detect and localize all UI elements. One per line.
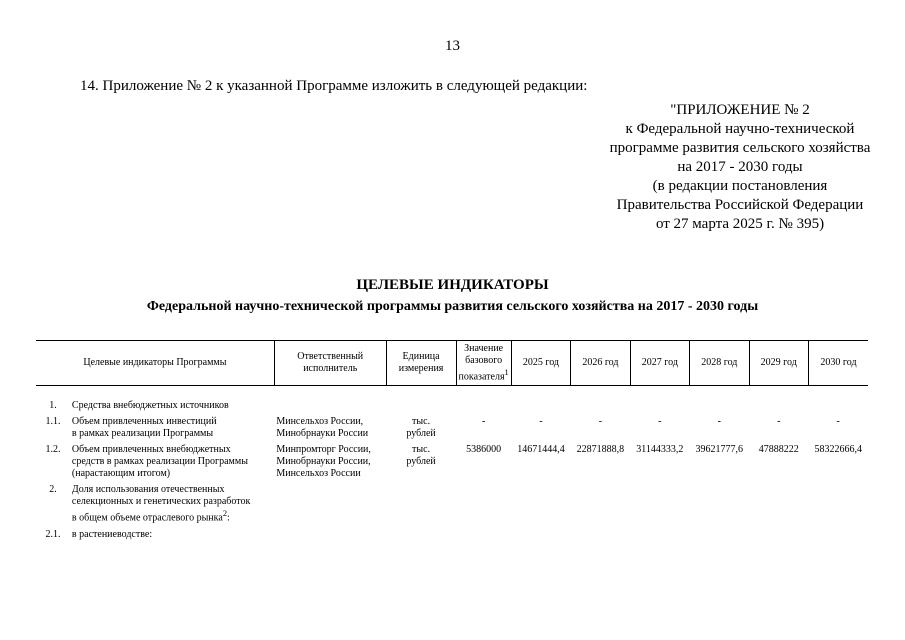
- base-value: 5386000: [466, 444, 502, 456]
- year-value: [511, 527, 570, 543]
- header-base-value: [456, 341, 511, 386]
- responsible-line: Минобрнауки России: [276, 428, 369, 440]
- year-value: [690, 527, 749, 543]
- indicators-table: [36, 340, 868, 543]
- footnote-marker: 2: [222, 509, 227, 519]
- indicator-name: [70, 414, 274, 442]
- header-text-line: Ответственный: [297, 351, 364, 363]
- year-value: [808, 527, 868, 543]
- responsible-line: Минпромторг России,: [276, 444, 371, 456]
- indicator-name: [70, 442, 274, 482]
- table-row: [36, 482, 868, 526]
- base-value: [456, 482, 511, 526]
- document-title: ЦЕЛЕВЫЕ ИНДИКАТОРЫ: [356, 277, 549, 293]
- year-value: 39621777,6: [695, 444, 744, 456]
- unit-line: тыс.: [412, 444, 431, 456]
- table-row: [36, 386, 868, 415]
- header-text-line: исполнитель: [303, 363, 358, 375]
- year-value: -: [598, 416, 603, 428]
- footnote-marker: 1: [504, 368, 509, 377]
- year-value: [571, 482, 630, 526]
- row-number: 1.: [49, 400, 57, 412]
- indicator-name-line: в растениеводстве:: [71, 528, 153, 540]
- year-value: [511, 386, 570, 415]
- unit-line: рублей: [406, 428, 436, 440]
- indicator-name: [70, 482, 274, 526]
- year-value: -: [658, 416, 662, 428]
- year-value: -: [539, 416, 543, 428]
- year-value: [630, 482, 689, 526]
- header-text-line: Единица: [402, 351, 440, 363]
- row-number: 1.2.: [45, 444, 61, 456]
- year-value: [749, 386, 808, 415]
- page-number: 13: [445, 38, 460, 54]
- unit-cell: [386, 527, 456, 543]
- header-unit: [386, 341, 456, 386]
- appendix-line: от 27 марта 2025 г. № 395): [655, 216, 825, 232]
- indicator-name-line: Доля использования отечественных: [71, 484, 225, 496]
- indicator-name-line: селекционных и генетических разработок: [71, 496, 251, 508]
- unit-line: тыс.: [412, 416, 431, 428]
- appendix-line: к Федеральной научно-технической: [625, 121, 855, 137]
- table-row: [36, 442, 868, 482]
- row-number: 2.: [49, 484, 57, 496]
- appendix-line: (в редакции постановления: [652, 178, 828, 194]
- indicator-name-line: Объем привлеченных внебюджетных: [71, 444, 231, 456]
- header-indicators: Целевые индикаторы Программы: [36, 341, 274, 386]
- indicator-name-line: Средства внебюджетных источников: [71, 400, 229, 412]
- unit-cell: [386, 442, 456, 482]
- year-value: -: [717, 416, 721, 428]
- responsible-line: Минобрнауки России,: [276, 456, 371, 468]
- header-text-line: Значение: [464, 343, 504, 354]
- table-row: [36, 414, 868, 442]
- header-year: 2025 год: [511, 341, 570, 386]
- indicator-name-line: в рамках реализации Программы: [71, 428, 214, 440]
- year-value: [808, 386, 868, 415]
- responsible-cell: [274, 386, 386, 415]
- year-value: 47888222: [758, 444, 799, 456]
- year-value: [808, 482, 868, 526]
- header-year: 2030 год: [808, 341, 868, 386]
- year-value: [511, 482, 570, 526]
- year-value: [749, 482, 808, 526]
- unit-line: рублей: [406, 456, 436, 468]
- base-value: -: [481, 416, 486, 428]
- row-number: 1.1.: [45, 416, 61, 428]
- unit-cell: [386, 386, 456, 415]
- responsible-line: Минсельхоз России,: [276, 416, 364, 428]
- responsible-cell: [274, 482, 386, 526]
- appendix-line: на 2017 - 2030 годы: [677, 159, 803, 175]
- indicator-name: [70, 386, 274, 415]
- year-value: 22871888,8: [576, 444, 625, 456]
- responsible-cell: [274, 527, 386, 543]
- responsible-cell: [274, 442, 386, 482]
- year-value: -: [777, 416, 781, 428]
- header-text-line: базового: [465, 355, 503, 366]
- year-value: -: [836, 416, 840, 428]
- row-number: 2.1.: [45, 528, 61, 540]
- year-value: [630, 386, 689, 415]
- base-value: [456, 386, 511, 415]
- header-text-line: показателя: [458, 371, 505, 383]
- appendix-line: Правительства Российской Федерации: [616, 197, 864, 213]
- year-value: [571, 527, 630, 543]
- header-year: 2028 год: [690, 341, 749, 386]
- year-value: 14671444,4: [517, 444, 565, 456]
- year-value: [690, 386, 749, 415]
- table-header-row: [36, 341, 868, 386]
- appendix-line: "ПРИЛОЖЕНИЕ № 2: [670, 102, 810, 118]
- year-value: [749, 527, 808, 543]
- indicator-name-line: в общем объеме отраслевого рынка: [71, 512, 223, 524]
- header-text-line: измерения: [398, 363, 444, 375]
- unit-cell: [386, 414, 456, 442]
- year-value: [571, 386, 630, 415]
- indicator-name-line: (нарастающим итогом): [71, 468, 171, 480]
- appendix-header: [590, 101, 890, 234]
- appendix-line: программе развития сельского хозяйства: [609, 140, 871, 156]
- header-year: 2026 год: [571, 341, 630, 386]
- year-value: [690, 482, 749, 526]
- table-row: [36, 527, 868, 543]
- document-subtitle: Федеральной научно-технической программы развития сельского хозяйства на 2017 - 2030 годы: [146, 299, 759, 314]
- header-responsible: [274, 341, 386, 386]
- responsible-cell: [274, 414, 386, 442]
- year-value: [630, 527, 689, 543]
- indicator-name-line: Объем привлеченных инвестиций: [71, 416, 217, 428]
- intro-paragraph: 14. Приложение № 2 к указанной Программе изложить в следующей редакции:: [80, 78, 588, 94]
- indicator-name: [70, 527, 274, 543]
- header-year: 2027 год: [630, 341, 689, 386]
- indicator-name-suffix: :: [226, 512, 230, 524]
- year-value: 31144333,2: [636, 444, 684, 456]
- year-value: 58322666,4: [814, 444, 862, 456]
- unit-cell: [386, 482, 456, 526]
- header-year: 2029 год: [749, 341, 808, 386]
- indicator-name-line: средств в рамках реализации Программы: [71, 456, 248, 468]
- base-value: [456, 527, 511, 543]
- responsible-line: Минсельхоз России: [276, 468, 361, 480]
